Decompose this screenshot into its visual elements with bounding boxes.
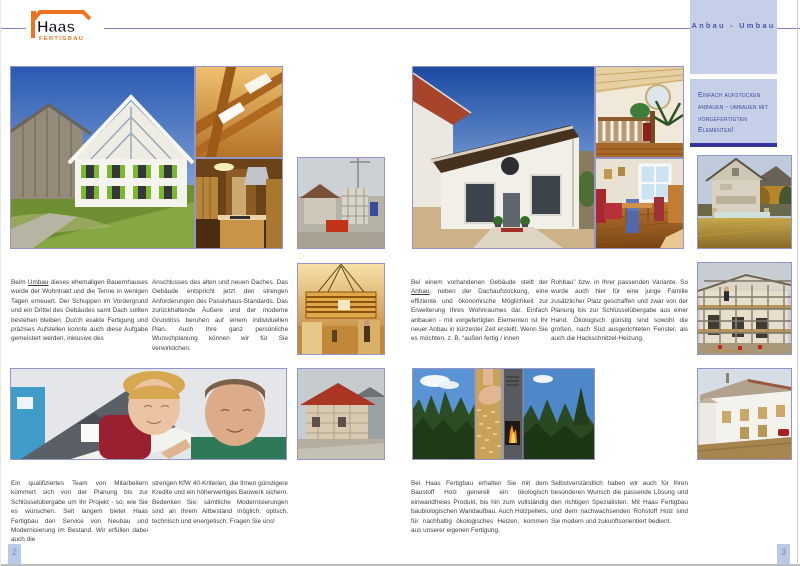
right-anbau-col2: Rohbau” bzw. in Ihrer passenden Variante. So wurde auch hier für eine junge Familie zusätzlicher Platz geschaffen und zwar von der Planung bis zur Schlüsselübergabe aus einer Hand. Ökologisch günstig sind sowohl die großen, nach Süd ausgerichteten Fenster, als auch die Hackschnitzel-Heizung. — [551, 279, 688, 343]
text-link[interactable]: Umbau — [27, 279, 49, 286]
haas-logo — [26, 6, 104, 44]
page-left-edge — [0, 0, 1, 566]
text-segment: , neben der Dachaufstockung, eine effiziente und ökonomische Möglichkeit zur Erweiterung Ihres Wohnraumes dar. Einfach anbauen - mit vorgefertigten Elementen ist Ihr neuer Anbau in kürzester Zeit erstellt. Wenn Sie es möchten, z. B. “außen fertig / innen — [411, 288, 548, 343]
sidebar-callout: Einfach aufstocken anbauen - umbauen mit vorgefertigten Elementen! — [690, 79, 777, 147]
page-number-left: 2 — [8, 544, 21, 566]
crane-lift-photo — [297, 263, 385, 355]
header-rule — [0, 28, 800, 29]
construction-site-photo — [297, 157, 385, 249]
gallery-interior-photo — [595, 66, 684, 158]
left-modernisierung-col1: Ein qualifiziertes Team von Mitarbeitern kümmert sich von der Planung bis zur Schlüsselübergabe um Ihr Projekt - so, wie Sie es wünschen. Seit langem bietet Haas Fertigbau den Service von Neubau und Modernisierung im Bestand. Wir erfüllen dabei auch die — [11, 480, 148, 544]
left-intro-col2: Anschlusses des alten und neuen Daches. Das Gebäude entspricht jetzt den strengen Anforderungen des Passivhaus-Standards. Das zurückhaltende Äußere und der moderne Grundriss beruhen auf einem individuellen Plan. Auch Ihre ganz persönliche Wunschplanung können wir für Sie verwirklichen. — [152, 279, 288, 352]
scaffold-house-photo — [697, 262, 792, 355]
dining-room-photo — [595, 158, 684, 249]
text-segment: Beim — [11, 279, 28, 286]
finished-house-photo — [697, 368, 792, 460]
text-segment: dieses ehemaligen Bauernhauses wurde der Wohntrakt und die Tenne in wenigen Tagen erneuert. Der Schuppen im Vordergrund und ein Drittel des Gebäudes samt Dach sollten bestehen bleiben. Durch exakte Fertigung und präzises Aufstellen konnte auch diese Aufgabe gemeistert werden, inklusive des — [11, 279, 148, 343]
text-segment: Bei einem vorhandenen Gebäude stellt der — [411, 279, 548, 286]
roof-interior-photo — [195, 66, 283, 158]
right-holz-col2: Selbstverständlich haben wir auch für Ihren besonderen Wunsch die passende Lösung und den richtigen Spezialisten. Mit Haas Fertigbau und dem nachwachsenden Rohstoff Holz sind Sie modern und zukunftsorientiert bedient. — [551, 480, 688, 525]
haas-logo-icon — [26, 6, 104, 44]
construction-red-roof-photo — [297, 368, 385, 460]
page-number-right: 3 — [777, 544, 790, 566]
kitchen-photo — [195, 158, 283, 249]
left-intro-col1 — [11, 278, 148, 344]
farmhouse-photo — [10, 66, 195, 249]
logo-sub-text: FERTIGBAU — [39, 36, 85, 42]
right-anbau-col1 — [411, 278, 548, 344]
anbau-house-photo — [412, 66, 595, 249]
pellets-triptych-photo — [412, 368, 595, 460]
before-house-photo — [697, 155, 792, 249]
page-right-edge — [797, 0, 798, 566]
logo-brand-text: Haas — [37, 19, 76, 36]
section-title-box — [690, 0, 777, 74]
text-link[interactable]: Anbau — [411, 288, 430, 296]
left-modernisierung-col2: strengen KfW 40-Kriterien, die Ihnen günstigere Kredite und ein höherwertiges Bauwerk sichern. Bedenken Sie: sämtliche Modernisierungen sind an Ihrem Altbestand möglich: optisch, technisch und energetisch. Fragen Sie uns! — [152, 480, 288, 525]
right-holz-col1: Bei Haas Fertigbau erhalten Sie mit dem Baustoff Holz generell ein ökologisch einwandfreies Produkt, bis hin zum vollständig baubiologischen Wandaufbau. Auch Holzpellets, für nachhaltig ökologisches Heizen, kommen aus unserer eigenen Fertigung. — [411, 480, 548, 535]
couple-model-photo — [10, 368, 287, 460]
section-title: Anbau - Umbau — [691, 21, 776, 30]
